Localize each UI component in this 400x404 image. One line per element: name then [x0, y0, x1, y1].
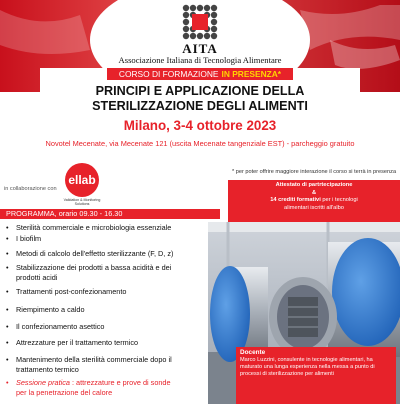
list-item: • Il confezionamento asettico — [6, 322, 105, 331]
certificate-line4: alimentari iscritti all'albo — [284, 204, 344, 211]
certificate-line1: Attestato di partrtecipazione — [275, 182, 353, 188]
list-item: • I biofilm — [6, 234, 42, 243]
course-mode-label: IN PRESENZA* — [221, 69, 282, 79]
ellab-logo-text: ellab — [68, 173, 96, 187]
instructor-heading: Docente — [240, 349, 266, 356]
bullet-icon: • — [6, 234, 9, 243]
event-date: Milano, 3-4 ottobre 2023 — [123, 118, 277, 133]
list-item-continuation: per la penetrazione del calore — [16, 388, 113, 397]
bullet-icon: • — [6, 305, 9, 314]
bullet-icon: • — [6, 355, 9, 364]
ellab-tagline: Validation & Monitoring Solutions — [63, 198, 101, 206]
instructor-box — [236, 347, 396, 404]
collaboration-label: in collaborazione con — [4, 186, 57, 192]
ellab-logo-icon — [56, 162, 108, 198]
certificate-credits: 14 crediti formativi — [270, 197, 321, 204]
bullet-icon: • — [6, 263, 9, 272]
list-item: • Attrezzature per il trattamento termico — [6, 338, 139, 347]
list-item: • Mantenimento della sterilità commerciale dopo il — [6, 355, 172, 364]
bullet-icon: • — [6, 223, 9, 232]
list-item: • Sterilità commerciale e microbiologia essenziale — [6, 223, 172, 232]
bullet-icon: • — [6, 287, 9, 296]
list-item: • Trattamenti post-confezionamento — [6, 287, 127, 296]
list-item-continuation: prodotti acidi — [16, 273, 58, 282]
aita-wordmark: AITA — [182, 41, 218, 56]
list-item-continuation: trattamento termico — [16, 365, 79, 374]
page-title-line2: STERILIZZAZIONE DEGLI ALIMENTI — [92, 99, 308, 113]
association-name: Associazione Italiana di Tecnologia Alimentare — [118, 55, 282, 65]
program-header: PROGRAMMA, orario 09.30 - 16.30 — [0, 209, 220, 219]
certificate-line3: per i tecnologi — [320, 197, 358, 204]
event-venue: Novotel Mecenate, via Mecenate 121 (uscita Mecenate tangenziale EST) - parcheggio gratuito — [45, 139, 355, 148]
aita-logo-icon — [182, 4, 218, 40]
instructor-bio: Marco Luzzini, consulente in tecnologie alimentari, ha maturato una lunga esperienza nella messa a punto di processi di sterilizzazione per alimenti — [240, 357, 375, 377]
list-item: • Metodi di calcolo dell'effetto sterilizzante (F, D, z) — [6, 249, 174, 258]
bullet-icon: • — [6, 378, 9, 387]
attendance-note: * per poter offrire maggiore interazione il corso si terrà in presenza — [232, 169, 397, 175]
certificate-box — [228, 180, 400, 223]
list-item: • Riempimento a caldo — [6, 305, 85, 314]
bullet-icon: • — [6, 338, 9, 347]
bullet-icon: • — [6, 322, 9, 331]
bullet-icon: • — [6, 249, 9, 258]
certificate-line2: & — [311, 189, 317, 196]
course-type-badge — [107, 68, 293, 80]
list-item: • Stabilizzazione dei prodotti a bassa acidità e dei — [6, 263, 172, 272]
page-title-line1: PRINCIPI E APPLICAZIONE DELLA — [95, 84, 305, 98]
list-item-practical-session: • Sessione pratica : attrezzature e prove di sonde — [6, 378, 171, 387]
course-type-label: CORSO DI FORMAZIONE — [118, 69, 219, 79]
